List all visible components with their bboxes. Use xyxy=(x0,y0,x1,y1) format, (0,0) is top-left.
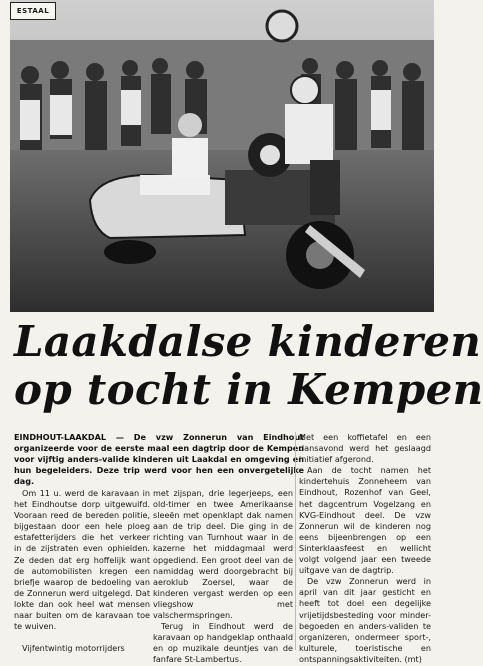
headline xyxy=(14,317,483,414)
lead-text: — De vzw Zonnerun van Eindhout organizeerde voor de eerste maal een dagtrip door de Kempen voor vijftig anders-valide kinderen uit Laakdal en omgeving en hun begeleiders. Deze trip werd voor hen een onvergetelijke dag. xyxy=(14,432,304,486)
article-column-1 xyxy=(14,488,150,654)
body-paragraph: Vijfentwintig motorrijders xyxy=(22,643,125,654)
lead-paragraph xyxy=(14,432,304,487)
body-paragraph: Aan de tocht namen het kindertehuis Zonneheem van Eindhout, Rozenhof van Geel, het dagcentrum Vogelzang en KVG-Eindhout deel. De vzw Zonnerun wil de kinderen nog eens bijeenbrengen op een Sinterklaasfeest en wellicht volgt volgend jaar een tweede uitgave van de dagtrip. xyxy=(299,465,431,576)
headline-line-1: Laakdalse kinderen xyxy=(14,317,482,366)
body-paragraph: met zijspan, drie legerjeeps, een old-timer en twee Amerikaanse sleeën met openklapt dak namen aan de trip deel. Die ging in de richting van Turnhout waar in de kazerne het middagmaal werd opgediend. Een groot deel van de namiddag werd doorgebracht bij aeroklub Zoersel, waar de kinderen vergast werden op een vliegshow met valschermspringen. xyxy=(153,488,293,621)
body-paragraph: Om 11 u. werd de karavaan in het Eindhoutse dorp uitgewuifd. Vooraan reed de bereden politie, bijgestaan door een hele ploeg estafetterijders die het verkeer in de zijstraten even ophielden. Ze deden dat erg hoffelijk want de automobilisten kregen een briefje waarop de bedoeling van de Zonnerun werd uitgelegd. Dat lokte dan ook heel wat mensen naar buiten om de karavaan toe te wuiven. xyxy=(14,488,150,632)
article-column-3 xyxy=(299,432,431,665)
headline-line-2: op tocht in Kempen xyxy=(14,365,483,414)
article-column-2 xyxy=(153,488,293,666)
photo-label: ESTAAL xyxy=(10,2,56,20)
column-divider xyxy=(295,432,296,650)
body-paragraph: Terug in Eindhout werd de karavaan op handgeklap onthaald en op muzikale deuntjes van de fanfare St-Lambertus. xyxy=(153,621,293,665)
motorcycle-sidecar-photo xyxy=(10,0,434,312)
body-paragraph: De vzw Zonnerun werd in april van dit jaar gesticht en heeft tot doel een degelijke vrijetijdsbesteding voor minder-begoeden en anders-validen te organizeren, ondermeer sport-, kulturele, toeristische en ontspanningsaktiviteiten. (mt) xyxy=(299,576,431,664)
article-photo xyxy=(10,0,434,312)
dateline: EINDHOUT-LAAKDAL xyxy=(14,432,107,442)
body-paragraph: Met een koffietafel en een dansavond werd het geslaagd initiatief afgerond. xyxy=(299,432,431,465)
